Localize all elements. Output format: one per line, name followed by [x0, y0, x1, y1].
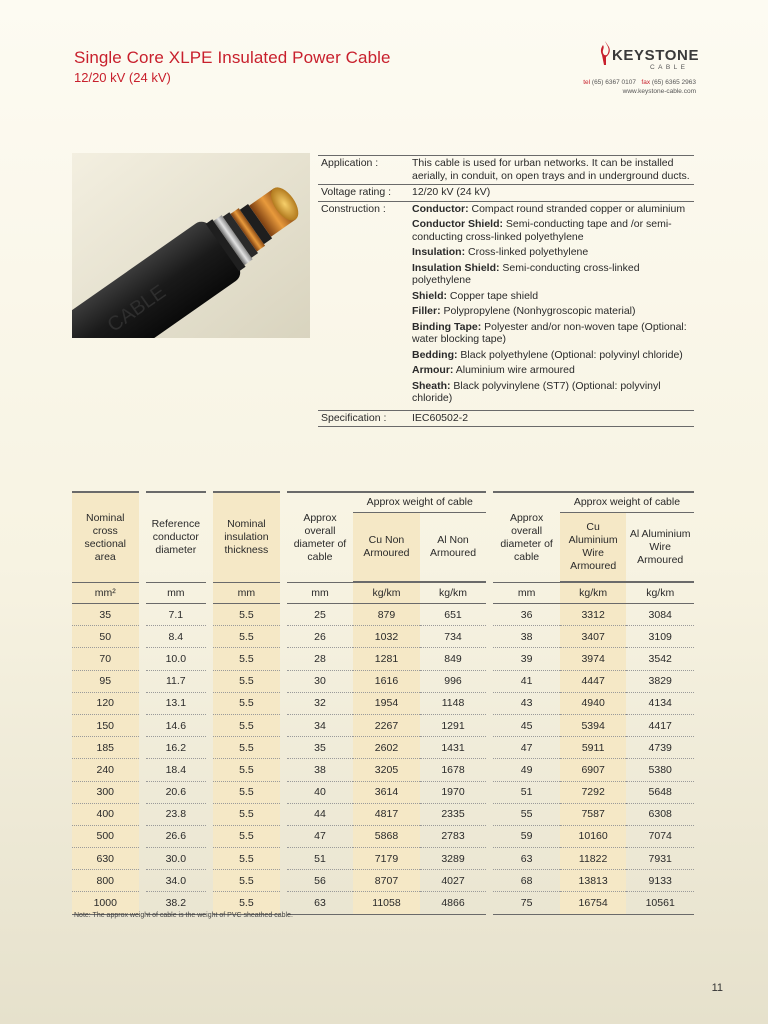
table-cell: 150 — [72, 715, 139, 737]
table-cell: 47 — [287, 826, 354, 848]
construction-item: Binding Tape: Polyester and/or non-woven tape (Optional: water blocking tape) — [412, 320, 687, 345]
table-cell: 49 — [493, 759, 560, 781]
table-cell: 36 — [493, 604, 560, 626]
column-gap — [280, 693, 287, 715]
table-cell: 4027 — [420, 870, 487, 892]
column-gap — [486, 870, 493, 892]
column-gap — [280, 648, 287, 670]
table-cell: 43 — [493, 693, 560, 715]
table-cell: 1291 — [420, 715, 487, 737]
column-gap — [280, 759, 287, 781]
construction-item: Filler: Polypropylene (Nonhygroscopic material) — [412, 305, 636, 317]
column-gap — [486, 782, 493, 804]
unit-cell: mm — [287, 582, 354, 604]
column-gap — [486, 693, 493, 715]
table-cell: 35 — [72, 604, 139, 626]
col-header-insulation: Nominal insulation thickness — [213, 491, 280, 582]
table-cell: 55 — [493, 804, 560, 826]
table-row — [72, 715, 694, 737]
column-gap — [206, 759, 213, 781]
column-gap — [139, 804, 146, 826]
logo-sub: CABLE — [650, 64, 689, 71]
column-gap — [139, 870, 146, 892]
spec-row-construction — [318, 201, 694, 410]
column-gap — [139, 604, 146, 626]
column-gap — [206, 626, 213, 648]
spec-value-application: This cable is used for urban networks. It can be installed aerially, in conduit, on open trays and in underground ducts. — [410, 156, 694, 185]
table-cell: 38 — [287, 759, 354, 781]
table-cell: 630 — [72, 848, 139, 870]
unit-cell: kg/km — [626, 582, 694, 604]
table-cell: 3084 — [626, 604, 694, 626]
col-header-cu-armoured: Cu Aluminium Wire Armoured — [560, 513, 627, 582]
column-gap — [486, 826, 493, 848]
table-cell: 26.6 — [146, 826, 206, 848]
construction-item: Conductor: Compact round stranded copper or aluminium — [412, 202, 686, 215]
table-cell: 32 — [287, 693, 354, 715]
column-gap — [206, 648, 213, 670]
unit-cell: mm — [146, 582, 206, 604]
unit-cell: mm — [493, 582, 560, 604]
column-gap — [486, 804, 493, 826]
column-gap — [139, 648, 146, 670]
table-cell: 5.5 — [213, 870, 280, 892]
table-cell: 240 — [72, 759, 139, 781]
table-cell: 35 — [287, 737, 354, 759]
table-cell: 5.5 — [213, 604, 280, 626]
table-cell: 3829 — [626, 671, 694, 693]
construction-item: Shield: Copper tape shield — [412, 289, 539, 302]
table-cell: 4940 — [560, 693, 627, 715]
construction-item: Armour: Aluminium wire armoured — [412, 364, 575, 376]
table-cell: 39 — [493, 648, 560, 670]
table-cell: 10160 — [560, 826, 627, 848]
column-gap — [206, 693, 213, 715]
column-gap — [139, 848, 146, 870]
table-cell: 3974 — [560, 648, 627, 670]
table-cell: 30 — [287, 671, 354, 693]
table-cell: 500 — [72, 826, 139, 848]
cable-data-table — [72, 491, 694, 915]
construction-item: Sheath: Black polyvinylene (ST7) (Optional: polyvinyl chloride) — [412, 379, 661, 404]
table-cell: 8.4 — [146, 626, 206, 648]
table-cell: 8707 — [353, 870, 420, 892]
column-gap — [280, 782, 287, 804]
table-cell: 5.5 — [213, 737, 280, 759]
table-cell: 5.5 — [213, 804, 280, 826]
column-gap — [206, 604, 213, 626]
column-gap — [206, 848, 213, 870]
cable-image — [72, 153, 310, 338]
table-cell: 5.5 — [213, 782, 280, 804]
column-gap — [280, 671, 287, 693]
column-gap — [139, 737, 146, 759]
table-cell: 11822 — [560, 848, 627, 870]
table-cell: 849 — [420, 648, 487, 670]
table-cell: 3109 — [626, 626, 694, 648]
table-cell: 10.0 — [146, 648, 206, 670]
table-cell: 13.1 — [146, 693, 206, 715]
table-cell: 9133 — [626, 870, 694, 892]
table-cell: 18.4 — [146, 759, 206, 781]
table-cell: 3205 — [353, 759, 420, 781]
column-gap — [139, 826, 146, 848]
table-cell: 51 — [493, 782, 560, 804]
column-gap — [206, 782, 213, 804]
table-cell: 38 — [493, 626, 560, 648]
keystone-logo — [598, 40, 698, 76]
table-cell: 68 — [493, 870, 560, 892]
table-header-row — [72, 491, 694, 513]
table-cell: 63 — [493, 848, 560, 870]
table-cell: 14.6 — [146, 715, 206, 737]
column-gap — [206, 671, 213, 693]
table-cell: 1678 — [420, 759, 487, 781]
column-gap — [486, 737, 493, 759]
column-gap — [280, 870, 287, 892]
column-gap — [139, 782, 146, 804]
construction-list — [410, 201, 694, 410]
table-row — [72, 782, 694, 804]
column-gap — [280, 715, 287, 737]
table-cell: 7179 — [353, 848, 420, 870]
table-cell: 2783 — [420, 826, 487, 848]
table-cell: 6308 — [626, 804, 694, 826]
unit-cell: mm — [213, 582, 280, 604]
column-gap — [280, 826, 287, 848]
table-cell: 47 — [493, 737, 560, 759]
table-cell: 16754 — [560, 892, 627, 914]
column-gap — [139, 626, 146, 648]
table-cell: 3542 — [626, 648, 694, 670]
table-cell: 44 — [287, 804, 354, 826]
construction-item: Conductor Shield: Semi-conducting tape and /or semi-conducting cross-linked polyethylene — [412, 218, 672, 243]
table-cell: 5.5 — [213, 693, 280, 715]
table-cell: 4417 — [626, 715, 694, 737]
table-cell: 40 — [287, 782, 354, 804]
column-gap — [486, 604, 493, 626]
table-cell: 45 — [493, 715, 560, 737]
col-header-ref-diameter: Reference conductor diameter — [146, 491, 206, 582]
spec-row-application — [318, 156, 694, 185]
col-header-al-armoured: Al Aluminium Wire Armoured — [626, 513, 694, 582]
table-cell: 651 — [420, 604, 487, 626]
table-cell: 5.5 — [213, 715, 280, 737]
column-gap — [486, 848, 493, 870]
table-cell: 2267 — [353, 715, 420, 737]
column-gap — [280, 804, 287, 826]
table-cell: 34 — [287, 715, 354, 737]
column-gap — [206, 826, 213, 848]
col-header-al-non-armoured: Al Non Armoured — [420, 513, 487, 582]
table-cell: 5394 — [560, 715, 627, 737]
column-gap — [206, 737, 213, 759]
spec-row-voltage — [318, 185, 694, 202]
spec-label-construction: Construction : — [318, 201, 410, 410]
table-cell: 3312 — [560, 604, 627, 626]
table-cell: 70 — [72, 648, 139, 670]
tel-label: tel — [583, 79, 591, 86]
table-cell: 5.5 — [213, 848, 280, 870]
table-cell: 4817 — [353, 804, 420, 826]
table-cell: 300 — [72, 782, 139, 804]
table-row — [72, 759, 694, 781]
spec-label-specification: Specification : — [318, 410, 410, 427]
column-gap — [486, 671, 493, 693]
column-gap — [139, 671, 146, 693]
table-row — [72, 826, 694, 848]
footnote: Note: The approx weight of cable is the weight of PVC sheathed cable. — [74, 912, 293, 919]
table-cell: 11058 — [353, 892, 420, 914]
column-gap — [280, 604, 287, 626]
table-cell: 28 — [287, 648, 354, 670]
flame-icon — [598, 40, 612, 66]
page-subtitle: 12/20 kV (24 kV) — [74, 70, 171, 85]
table-cell: 3614 — [353, 782, 420, 804]
table-row — [72, 693, 694, 715]
table-cell: 26 — [287, 626, 354, 648]
col-header-weight-group-armoured: Approx weight of cable — [560, 491, 694, 513]
table-cell: 5.5 — [213, 826, 280, 848]
table-cell: 1431 — [420, 737, 487, 759]
table-cell: 95 — [72, 671, 139, 693]
col-header-weight-group: Approx weight of cable — [353, 491, 486, 513]
table-cell: 5.5 — [213, 671, 280, 693]
table-cell: 51 — [287, 848, 354, 870]
table-cell: 4866 — [420, 892, 487, 914]
spec-value-specification: IEC60502-2 — [410, 410, 694, 427]
table-cell: 4739 — [626, 737, 694, 759]
column-gap — [486, 626, 493, 648]
column-gap — [139, 715, 146, 737]
column-gap — [486, 892, 493, 914]
table-cell: 734 — [420, 626, 487, 648]
tel-number: (65) 6367 0107 — [591, 79, 636, 86]
table-row — [72, 604, 694, 626]
table-cell: 2602 — [353, 737, 420, 759]
column-gap — [139, 693, 146, 715]
table-cell: 800 — [72, 870, 139, 892]
table-cell: 25 — [287, 604, 354, 626]
table-cell: 5.5 — [213, 892, 280, 914]
column-gap — [280, 848, 287, 870]
construction-item: Insulation Shield: Semi-conducting cross-linked polyethylene — [412, 261, 640, 286]
table-cell: 1000 — [72, 892, 139, 914]
table-row — [72, 671, 694, 693]
cable-print: CABLE — [103, 280, 170, 337]
table-cell: 7587 — [560, 804, 627, 826]
spec-row-specification — [318, 410, 694, 427]
table-cell: 13813 — [560, 870, 627, 892]
table-cell: 7292 — [560, 782, 627, 804]
table-cell: 75 — [493, 892, 560, 914]
table-row — [72, 870, 694, 892]
table-cell: 6907 — [560, 759, 627, 781]
table-cell: 4447 — [560, 671, 627, 693]
page-title: Single Core XLPE Insulated Power Cable — [74, 48, 391, 67]
table-cell: 1616 — [353, 671, 420, 693]
table-cell: 400 — [72, 804, 139, 826]
table-row — [72, 626, 694, 648]
table-cell: 1281 — [353, 648, 420, 670]
column-gap — [486, 648, 493, 670]
spec-table — [318, 155, 694, 427]
table-cell: 11.7 — [146, 671, 206, 693]
spec-value-voltage: 12/20 kV (24 kV) — [410, 185, 694, 202]
table-cell: 63 — [287, 892, 354, 914]
construction-item: Bedding: Black polyethylene (Optional: polyvinyl chloride) — [412, 348, 683, 361]
table-cell: 30.0 — [146, 848, 206, 870]
column-gap — [206, 804, 213, 826]
website: www.keystone-cable.com — [622, 88, 696, 95]
col-header-overall-diameter-armoured: Approx overall diameter of cable — [493, 491, 560, 582]
table-cell: 3289 — [420, 848, 487, 870]
unit-cell: kg/km — [353, 582, 420, 604]
table-cell: 7074 — [626, 826, 694, 848]
table-cell: 1148 — [420, 693, 487, 715]
column-gap — [280, 737, 287, 759]
table-cell: 38.2 — [146, 892, 206, 914]
table-cell: 41 — [493, 671, 560, 693]
table-cell: 1954 — [353, 693, 420, 715]
table-cell: 4134 — [626, 693, 694, 715]
table-cell: 5.5 — [213, 759, 280, 781]
construction-item: Insulation: Cross-linked polyethylene — [412, 246, 589, 258]
table-cell: 5.5 — [213, 626, 280, 648]
column-gap — [206, 870, 213, 892]
table-cell: 5380 — [626, 759, 694, 781]
table-cell: 23.8 — [146, 804, 206, 826]
table-cell: 120 — [72, 693, 139, 715]
table-cell: 5868 — [353, 826, 420, 848]
column-gap — [486, 715, 493, 737]
column-gap — [486, 759, 493, 781]
col-header-overall-diameter: Approx overall diameter of cable — [287, 491, 354, 582]
fax-label: fax — [641, 79, 651, 86]
col-header-cu-non-armoured: Cu Non Armoured — [353, 513, 420, 582]
table-cell: 5911 — [560, 737, 627, 759]
col-header-nominal-area: Nominal cross sectional area — [72, 491, 139, 582]
table-cell: 2335 — [420, 804, 487, 826]
table-cell: 185 — [72, 737, 139, 759]
table-cell: 34.0 — [146, 870, 206, 892]
column-gap — [280, 626, 287, 648]
table-cell: 1032 — [353, 626, 420, 648]
unit-cell: kg/km — [560, 582, 627, 604]
unit-cell: mm² — [72, 582, 139, 604]
table-cell: 996 — [420, 671, 487, 693]
fax-number: (65) 6365 2963 — [651, 79, 696, 86]
logo-word: KEYSTONE — [612, 47, 700, 64]
table-cell: 7.1 — [146, 604, 206, 626]
table-cell: 5.5 — [213, 648, 280, 670]
unit-cell: kg/km — [420, 582, 487, 604]
table-cell: 59 — [493, 826, 560, 848]
spec-label-voltage: Voltage rating : — [318, 185, 410, 202]
table-cell: 16.2 — [146, 737, 206, 759]
table-cell: 20.6 — [146, 782, 206, 804]
table-row — [72, 804, 694, 826]
table-cell: 50 — [72, 626, 139, 648]
table-cell: 10561 — [626, 892, 694, 914]
table-cell: 1970 — [420, 782, 487, 804]
table-cell: 56 — [287, 870, 354, 892]
table-cell: 879 — [353, 604, 420, 626]
table-cell: 7931 — [626, 848, 694, 870]
table-row — [72, 737, 694, 759]
page-number: 11 — [711, 982, 723, 994]
table-cell: 3407 — [560, 626, 627, 648]
units-row — [72, 582, 694, 604]
table-row — [72, 848, 694, 870]
spec-label-application: Application : — [318, 156, 410, 185]
column-gap — [206, 715, 213, 737]
table-cell: 5648 — [626, 782, 694, 804]
column-gap — [139, 759, 146, 781]
contact-info — [583, 78, 696, 96]
table-row — [72, 648, 694, 670]
